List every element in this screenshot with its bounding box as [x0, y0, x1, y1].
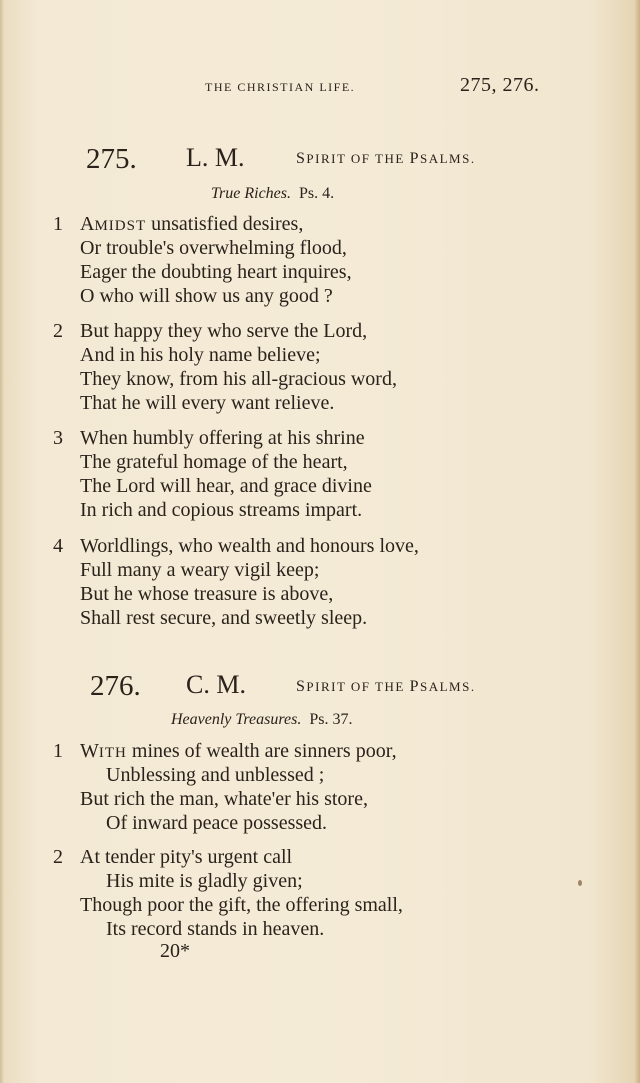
verse-line: Eager the doubting heart inquires,: [80, 261, 352, 283]
verse-line: AMIDST unsatisfied desires,: [80, 213, 304, 235]
verse-line: But he whose treasure is above,: [80, 583, 334, 605]
verse-line: Of inward peace possessed.: [106, 812, 328, 834]
verse-line: Or trouble's overwhelming flood,: [80, 237, 347, 259]
stanza-number: 4: [53, 535, 63, 557]
hymn-source: SPIRIT OF THE PSALMS.: [296, 678, 476, 695]
page-right-edge: [634, 0, 640, 1083]
verse-line: When humbly offering at his shrine: [80, 427, 365, 449]
verse-line: Unblessing and unblessed ;: [106, 764, 325, 786]
verse-line: Worldlings, who wealth and honours love,: [80, 535, 419, 557]
hymn-number: 276.: [90, 670, 141, 702]
ink-spot: [578, 880, 582, 886]
running-title: THE CHRISTIAN LIFE.: [205, 80, 356, 94]
verse-line: The Lord will hear, and grace divine: [80, 475, 372, 497]
verse-line: In rich and copious streams impart.: [80, 499, 363, 521]
verse-line: At tender pity's urgent call: [80, 846, 293, 868]
verse-line: His mite is gladly given;: [106, 870, 303, 892]
page-left-edge: [0, 0, 4, 1083]
hymn-title: [171, 711, 352, 729]
verse-line: WITH mines of wealth are sinners poor,: [80, 740, 397, 762]
verse-line: But happy they who serve the Lord,: [80, 320, 368, 342]
scripture-reference: Ps. 37.: [309, 711, 353, 728]
verse-line: And in his holy name believe;: [80, 344, 321, 366]
verse-line: Though poor the gift, the offering small,: [80, 894, 403, 916]
stanza-number: 2: [53, 320, 63, 342]
scripture-reference: Ps. 4.: [299, 185, 335, 202]
signature-mark: 20*: [160, 940, 190, 962]
verse-line: Shall rest secure, and sweetly sleep.: [80, 607, 368, 629]
verse-line: Full many a weary vigil keep;: [80, 559, 320, 581]
verse-line: They know, from his all-gracious word,: [80, 368, 397, 390]
hymn-number: 275.: [86, 143, 137, 175]
hymn-title: [211, 185, 334, 203]
hymn-meter: L. M.: [186, 143, 245, 172]
verse-line: That he will every want relieve.: [80, 392, 335, 414]
hymn-title-text: True Riches.: [211, 185, 291, 202]
stanza-number: 1: [53, 213, 63, 235]
verse-line: O who will show us any good ?: [80, 285, 333, 307]
verse-line: But rich the man, whate'er his store,: [80, 788, 368, 810]
verse-line: Its record stands in heaven.: [106, 918, 325, 940]
verse-line: The grateful homage of the heart,: [80, 451, 348, 473]
stanza-number: 1: [53, 740, 63, 762]
page-numbers: 275, 276.: [460, 74, 540, 96]
stanza-number: 3: [53, 427, 63, 449]
stanza-number: 2: [53, 846, 63, 868]
hymn-source: SPIRIT OF THE PSALMS.: [296, 150, 476, 167]
hymn-meter: C. M.: [186, 670, 246, 699]
hymn-title-text: Heavenly Treasures.: [171, 711, 302, 728]
